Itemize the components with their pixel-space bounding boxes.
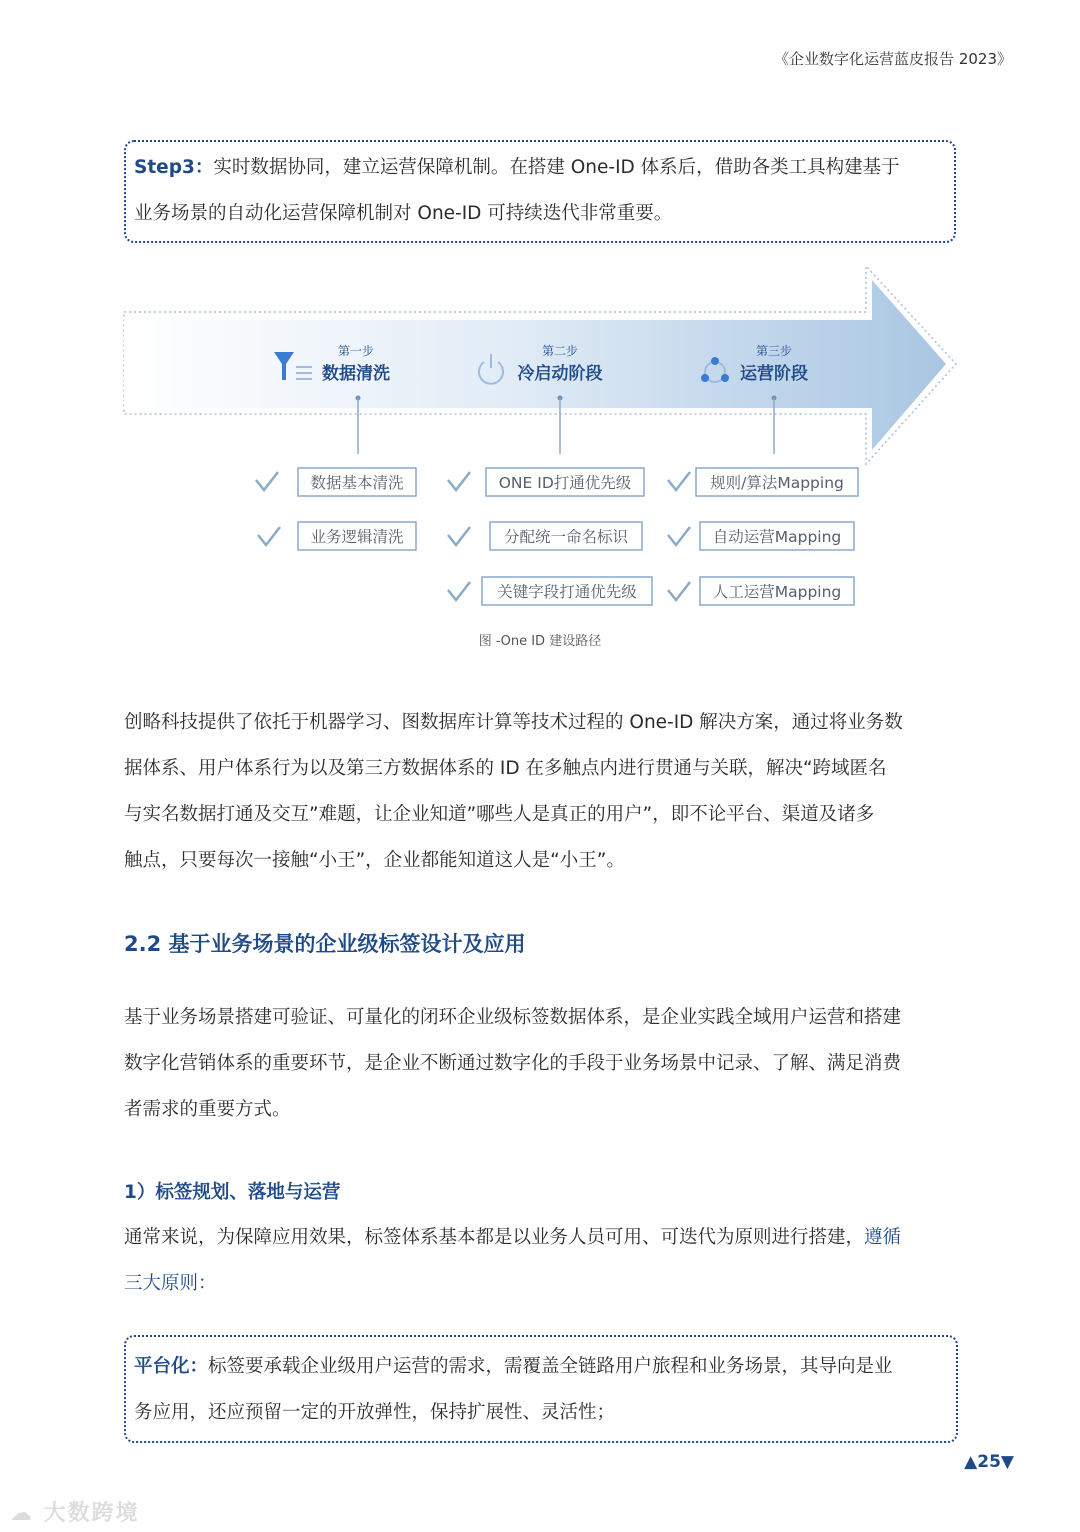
page-number: [964, 1452, 1014, 1472]
stage-3-item-1: 规则/算法Mapping: [710, 474, 844, 492]
step3-line-1-text: 实时数据协同，建立运营保障机制。在搭建 One-ID 体系后，借助各类工具构建基于: [213, 157, 900, 178]
para1-line-3: 与实名数据打通及交互”难题，让企业知道”哪些人是真正的用户”，即不论平台、渠道及诸多: [124, 804, 875, 825]
stage-2-item-1: ONE ID打通优先级: [498, 474, 632, 492]
stage-1-item-2: 业务逻辑清洗: [310, 528, 404, 546]
stage-3-item-2: 自动运营Mapping: [712, 528, 842, 546]
diagram-caption: 图 -One ID 建设路径: [478, 634, 602, 649]
platform-line-1: [134, 1352, 948, 1382]
check-icon: [668, 582, 690, 600]
stage-3-step-label: 第三步: [755, 344, 793, 358]
subsection-title: 1）标签规划、落地与运营: [124, 1182, 341, 1203]
para3-line-2-highlight: 三大原则：: [124, 1273, 217, 1294]
step3-line-2: 业务场景的自动化运营保障机制对 One-ID 可持续迭代非常重要。: [134, 203, 673, 224]
stage-1-step-label: 第一步: [337, 344, 375, 358]
para2-line-3: 者需求的重要方式。: [124, 1099, 291, 1120]
platform-line-1-text: 标签要承载企业级用户运营的需求，需覆盖全链路用户旅程和业务场景，其导向是业: [208, 1356, 893, 1377]
paragraph-tag-system: [124, 995, 960, 1133]
check-icon: [448, 582, 470, 600]
stage-3-item-3: 人工运营Mapping: [712, 583, 842, 601]
stage-2-item-3: 关键字段打通优先级: [497, 583, 637, 601]
stage-2-step-label: 第二步: [541, 344, 579, 358]
stage-2-name: 冷启动阶段: [517, 364, 603, 384]
stage-3-name: 运营阶段: [740, 364, 808, 384]
para2-line-2: 数字化营销体系的重要环节，是企业不断通过数字化的手段于业务场景中记录、了解、满足消费: [124, 1053, 902, 1074]
para1-line-1: 创略科技提供了依托于机器学习、图数据库计算等技术过程的 One-ID 解决方案，通过将业务数: [124, 712, 903, 733]
stage-2-item-2: 分配统一命名标识: [503, 528, 629, 546]
check-icon: [448, 472, 470, 490]
page-number-value: 25: [977, 1452, 1001, 1472]
check-icon: [448, 527, 470, 545]
para3-line-1: [124, 1215, 960, 1261]
watermark-logo-icon: ☁: [10, 1501, 34, 1526]
stage-1-name: 数据清洗: [322, 364, 390, 384]
paragraph-principles: [124, 1215, 960, 1307]
paragraph-one-id-solution: [124, 700, 960, 884]
step3-keyword: Step3：: [134, 157, 214, 178]
report-title: 《企业数字化运营蓝皮报告 2023》: [774, 50, 1012, 68]
one-id-path-diagram: [0, 258, 1080, 628]
para1-line-2: 据体系、用户体系行为以及第三方数据体系的 ID 在多触点内进行贯通与关联，解决“跨域匿名: [124, 758, 887, 779]
para3-line-1-text: 通常来说，为保障应用效果，标签体系基本都是以业务人员可用、可迭代为原则进行搭建，: [124, 1227, 865, 1248]
page-up-icon: ▲: [964, 1452, 978, 1472]
watermark: [10, 1496, 140, 1527]
para2-line-1: 基于业务场景搭建可验证、可量化的闭环企业级标签数据体系，是企业实践全域用户运营和搭建: [124, 1007, 902, 1028]
check-icon: [256, 472, 278, 490]
check-icon: [668, 472, 690, 490]
platform-line-2: 务应用，还应预留一定的开放弹性，保持扩展性、灵活性；: [134, 1402, 616, 1423]
step3-line-1: [134, 153, 946, 183]
platform-callout-box: [124, 1335, 958, 1443]
step3-callout-box: [124, 140, 956, 243]
platform-keyword: 平台化：: [134, 1356, 209, 1377]
page-down-icon: ▼: [1000, 1452, 1014, 1472]
para1-line-4: 触点，只要每次一接触“小王”，企业都能知道这人是“小王”。: [124, 850, 625, 871]
para3-line-1-highlight: 遵循: [864, 1227, 902, 1248]
check-icon: [668, 527, 690, 545]
section-title: 2.2 基于业务场景的企业级标签设计及应用: [124, 932, 526, 956]
watermark-text: 大数跨境: [43, 1501, 140, 1526]
stage-1-item-1: 数据基本清洗: [310, 474, 404, 492]
check-icon: [258, 527, 280, 545]
